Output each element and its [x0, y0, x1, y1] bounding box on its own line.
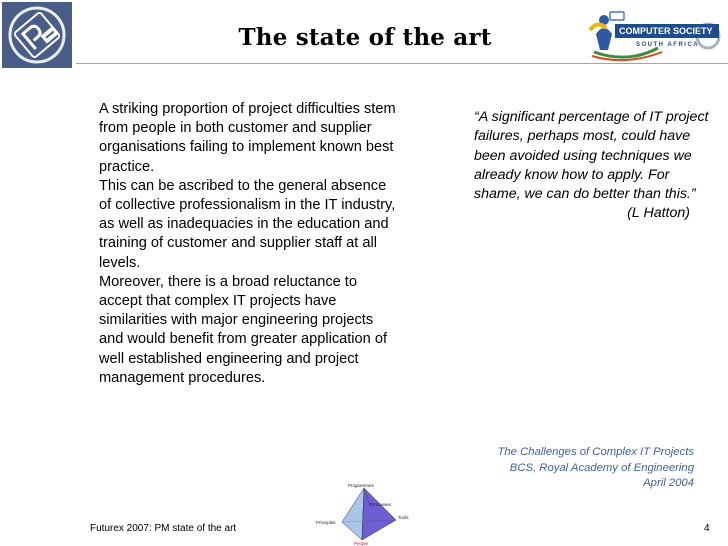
- source-citation: [460, 445, 694, 492]
- title-rule: [76, 63, 728, 64]
- logo-wordmark: COMPUTER SOCIETY: [615, 24, 719, 38]
- source-date: April 2004: [643, 477, 694, 489]
- pmsa-logo: [2, 2, 72, 68]
- pyramid-label-right: Tools: [398, 515, 409, 520]
- source-title: The Challenges of Complex IT Projects: [497, 446, 694, 458]
- source-publisher: BCS, Royal Academy of Engineering: [509, 461, 694, 474]
- pyramid-diagram: [312, 480, 416, 546]
- slide-title: The state of the art: [238, 24, 492, 51]
- pyramid-label-mid: Processes: [370, 502, 392, 507]
- body-paragraph-1: A striking proportion of project difficulties stem from people in both customer and supplier organisations failing to implement known best practice.: [99, 101, 396, 175]
- body-text: [99, 100, 399, 388]
- logo-subwordmark: SOUTH AFRICA: [636, 42, 700, 48]
- quote-attribution: (L Hatton): [627, 205, 690, 222]
- footer-text: Futurex 2007: PM state of the art: [90, 523, 237, 534]
- pyramid-label-left: Principles: [316, 520, 336, 525]
- pyramid-left-face: [342, 488, 364, 540]
- pyramid-label-top: Programmes: [348, 483, 374, 488]
- slide-number: 4: [704, 523, 710, 534]
- pyramid-label-bottom: People: [354, 541, 369, 546]
- body-paragraph-2: This can be ascribed to the general absence of collective professionalism in the IT industry, as well as inadequacies in the education and training of customer and supplier staff at all levels.: [99, 177, 396, 271]
- quote-block: [474, 108, 714, 224]
- body-paragraph-3: Moreover, there is a broad reluctance to accept that complex IT projects have similarities with major engineering projects and would benefit from greater application of well established engineering and project management procedures.: [99, 273, 387, 386]
- pyramid-right-face: [362, 488, 396, 540]
- computer-society-logo: [588, 6, 724, 64]
- quote-text: “A significant percentage of IT project failures, perhaps most, could have been avoided using techniques we already know how to apply. For shame, we can do better than this.”: [474, 109, 709, 203]
